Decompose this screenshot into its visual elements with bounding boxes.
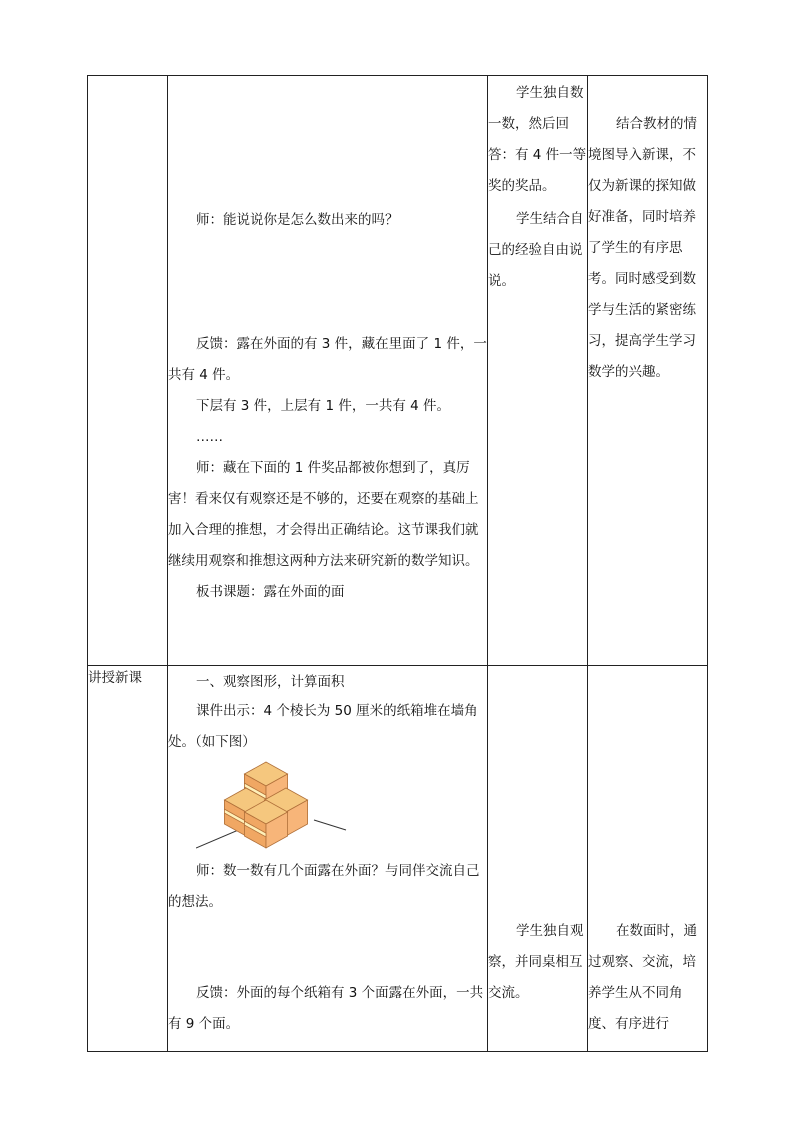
teacher-question: 师：数一数有几个面露在外面？与同伴交流自己的想法。	[168, 863, 480, 910]
feedback-paragraph: 下层有 3 件，上层有 1 件，一共有 4 件。	[196, 398, 451, 414]
design-intent-text: 结合教材的情境图导入新课，不仅为新课的探知做好准备，同时培养了学生的有序思考。同时感受到数学与生活的紧密练习，提高学生学习数学的兴趣。	[588, 116, 697, 380]
feedback-paragraph: 反馈：露在外面的有 3 件，藏在里面了 1 件，一共有 4 件。	[168, 336, 487, 383]
courseware-text: 课件出示：4 个棱长为 50 厘米的纸箱堆在墙角处。（如下图）	[168, 703, 478, 750]
stage-cell	[88, 666, 168, 1052]
lesson-plan-table	[87, 75, 708, 1052]
boxes-group	[196, 762, 346, 848]
board-title: 板书课题：露在外面的面	[196, 584, 345, 600]
stage-label: 讲授新课	[88, 670, 142, 686]
design-intent-cell	[588, 76, 708, 666]
table-row-new-lesson	[88, 666, 708, 1052]
student-activity-cell	[488, 76, 588, 666]
teacher-question: 师：能说说你是怎么数出来的吗？	[196, 212, 399, 228]
section-heading: 一、观察图形，计算面积	[196, 674, 345, 690]
student-activity-text: 学生独自观察，并同桌相互交流。	[488, 923, 584, 1001]
student-activity-cell	[488, 666, 588, 1052]
stage-cell-empty	[88, 76, 168, 666]
student-activity-text: 学生结合自己的经验自由说说。	[488, 211, 584, 289]
teacher-activity-cell	[168, 76, 488, 666]
teacher-comment: 师：藏在下面的 1 件奖品都被你想到了，真厉害！看来仅有观察还是不够的，还要在观察的基础上加入合理的推想，才会得出正确结论。这节课我们就继续用观察和推想这两种方法来研究新的数学知识。	[168, 460, 479, 569]
design-intent-text: 在数面时，通过观察、交流，培养学生从不同角度、有序进行	[588, 923, 697, 1032]
feedback-paragraph: 反馈：外面的每个纸箱有 3 个面露在外面，一共有 9 个面。	[168, 985, 484, 1032]
stacked-boxes-figure	[196, 760, 356, 852]
table-row-intro	[88, 76, 708, 666]
ellipsis-text: ……	[196, 429, 223, 445]
teacher-activity-cell	[168, 666, 488, 1052]
student-activity-text: 学生独自数一数，然后回答：有 4 件一等奖的奖品。	[488, 85, 587, 194]
design-intent-cell	[588, 666, 708, 1052]
